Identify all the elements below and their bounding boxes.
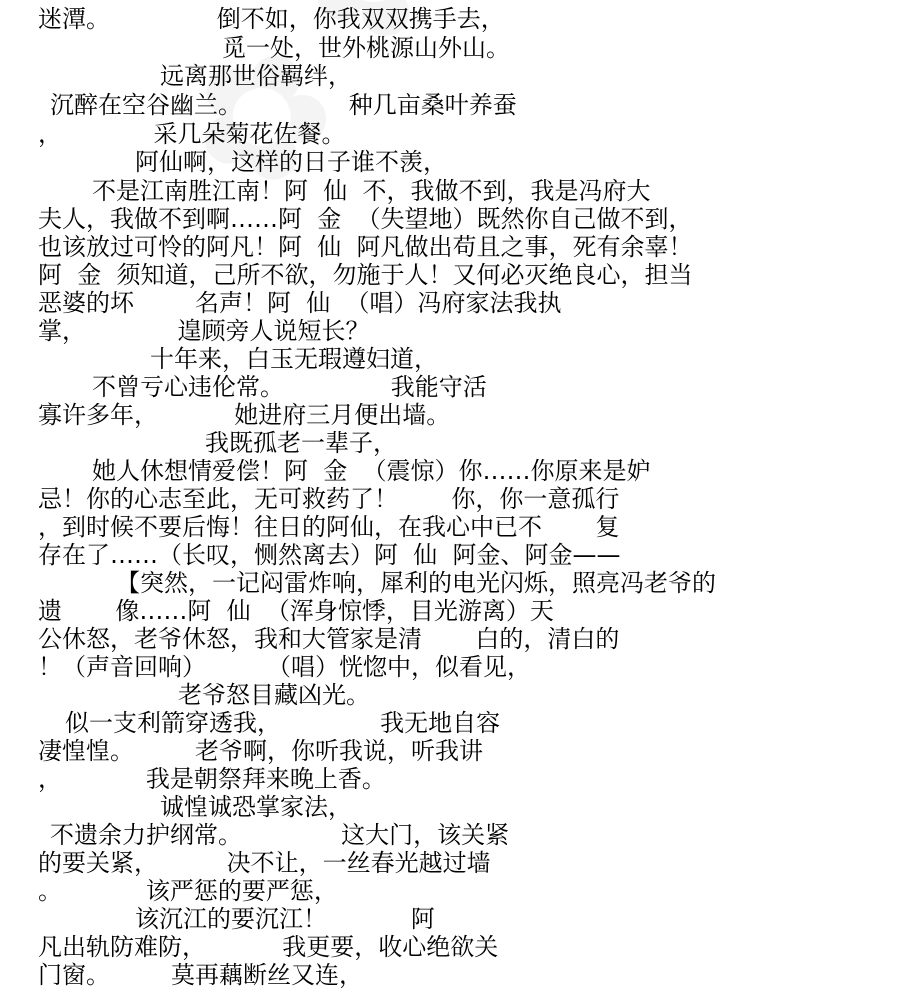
text-line: 十年来，白玉无瑕遵妇道， [150, 345, 438, 373]
text-line: ，到时候不要后悔！往日的阿仙，在我心中已不 复 [38, 513, 620, 541]
text-line: 不是江南胜江南！阿 仙 不，我做不到，我是冯府大 [92, 177, 651, 205]
text-line: 【突然，一记闷雷炸响，犀利的电光闪烁，照亮冯老爷的 [116, 569, 716, 597]
text-line: 不曾亏心违伦常。 我能守活 [92, 373, 487, 401]
text-line: 凄惶惶。 老爷啊，你听我说，听我讲 [38, 737, 484, 765]
text-line: 。 该严惩的要严惩， [38, 877, 338, 905]
text-line: 门窗。 莫再藕断丝又连， [38, 961, 364, 989]
text-line: 远离那世俗羁绊， [160, 62, 352, 90]
text-line: 也该放过可怜的阿凡！阿 仙 阿凡做出苟且之事，死有余辜！ [38, 233, 693, 261]
text-line: 迷潭。 倒不如，你我双双携手去， [38, 5, 505, 33]
text-line: 诚惶诚恐掌家法， [160, 793, 352, 821]
text-line: 凡出轨防难防， 我更要，收心绝欲关 [38, 933, 499, 961]
text-line: ！（声音回响） （唱）恍惚中，似看见， [38, 653, 532, 681]
text-line: 掌， 遑顾旁人说短长？ [38, 317, 370, 345]
text-line: 我既孤老一辈子， [205, 429, 397, 457]
text-line: 存在了……（长叹，恻然离去）阿 仙 阿金、阿金—— [38, 541, 621, 569]
text-line: 遗 像……阿 仙 （浑身惊悸，目光游离）天 [38, 597, 554, 625]
text-line: 觅一处，世外桃源山外山。 [222, 34, 510, 62]
text-line: 该沉江的要沉江！ 阿 [135, 905, 435, 933]
text-line: 寡许多年， 她进府三月便出墙。 [38, 401, 451, 429]
text-line: 公休怒，老爷休怒，我和大管家是清 白的，清白的 [38, 625, 620, 653]
text-line: 夫人，我做不到啊……阿 金 （失望地）既然你自己做不到， [38, 205, 693, 233]
text-line: 似一支利箭穿透我， 我无地自容 [65, 709, 501, 737]
text-line: 阿 金 须知道，己所不欲，勿施于人！又何必灭绝良心，担当 [38, 261, 693, 289]
text-line: ， 我是朝祭拜来晚上香。 [38, 765, 386, 793]
text-line: 恶婆的坏 名声！阿 仙 （唱）冯府家法我执 [38, 289, 562, 317]
text-line: 的要关紧， 决不让，一丝春光越过墙 [38, 849, 491, 877]
text-line: 老爷怒目藏凶光。 [178, 681, 370, 709]
text-line: 阿仙啊，这样的日子谁不羡， [135, 148, 447, 176]
text-line: 忌！你的心志至此，无可救药了！ 你，你一意孤行 [38, 485, 620, 513]
text-line: 她人休想情爱偿！阿 金 （震惊）你……你原来是妒 [92, 457, 651, 485]
text-line: ， 采几朵菊花佐餐。 [38, 120, 346, 148]
text-line: 不遗余力护纲常。 这大门，该关紧 [50, 821, 510, 849]
text-line: 沉醉在空谷幽兰。 种几亩桑叶养蚕 [50, 91, 517, 119]
